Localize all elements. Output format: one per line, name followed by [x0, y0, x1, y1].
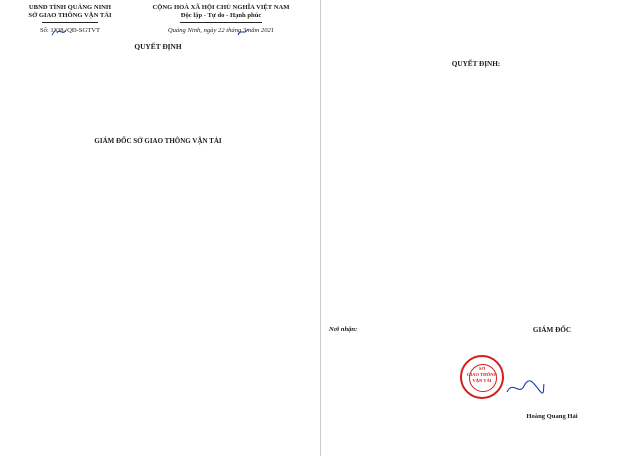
handwritten-day-mark [236, 27, 252, 37]
handwritten-number-mark [50, 27, 70, 37]
signer-title: GIÁM ĐỐC [532, 326, 572, 334]
agency-underline [42, 22, 98, 23]
official-stamp: SỞ GIAO THÔNG VẬN TẢI [460, 355, 504, 399]
document-date: Quảng Ninh, ngày 22 tháng 3 năm 2021 [167, 27, 275, 34]
signature-scribble [505, 378, 545, 398]
motto-underline [180, 22, 262, 23]
decision-heading: QUYẾT ĐỊNH [134, 42, 182, 51]
decide-heading: QUYẾT ĐỊNH: [451, 60, 501, 68]
recipients-label: Nơi nhận: [329, 326, 358, 333]
document-number: Số: 1338 /QĐ-SGTVT [39, 27, 101, 34]
agency-department: SỞ GIAO THÔNG VẬN TẢI [28, 12, 112, 19]
authority-title: GIÁM ĐỐC SỞ GIAO THÔNG VẬN TẢI [94, 137, 222, 145]
agency-name: UBND TỈNH QUẢNG NINH [28, 4, 112, 11]
nation-motto: Độc lập - Tự do - Hạnh phúc [180, 12, 262, 19]
nation-title: CỘNG HOÀ XÃ HỘI CHỦ NGHĨA VIỆT NAM [152, 4, 290, 11]
signer-name: Hoàng Quang Hải [526, 413, 578, 420]
